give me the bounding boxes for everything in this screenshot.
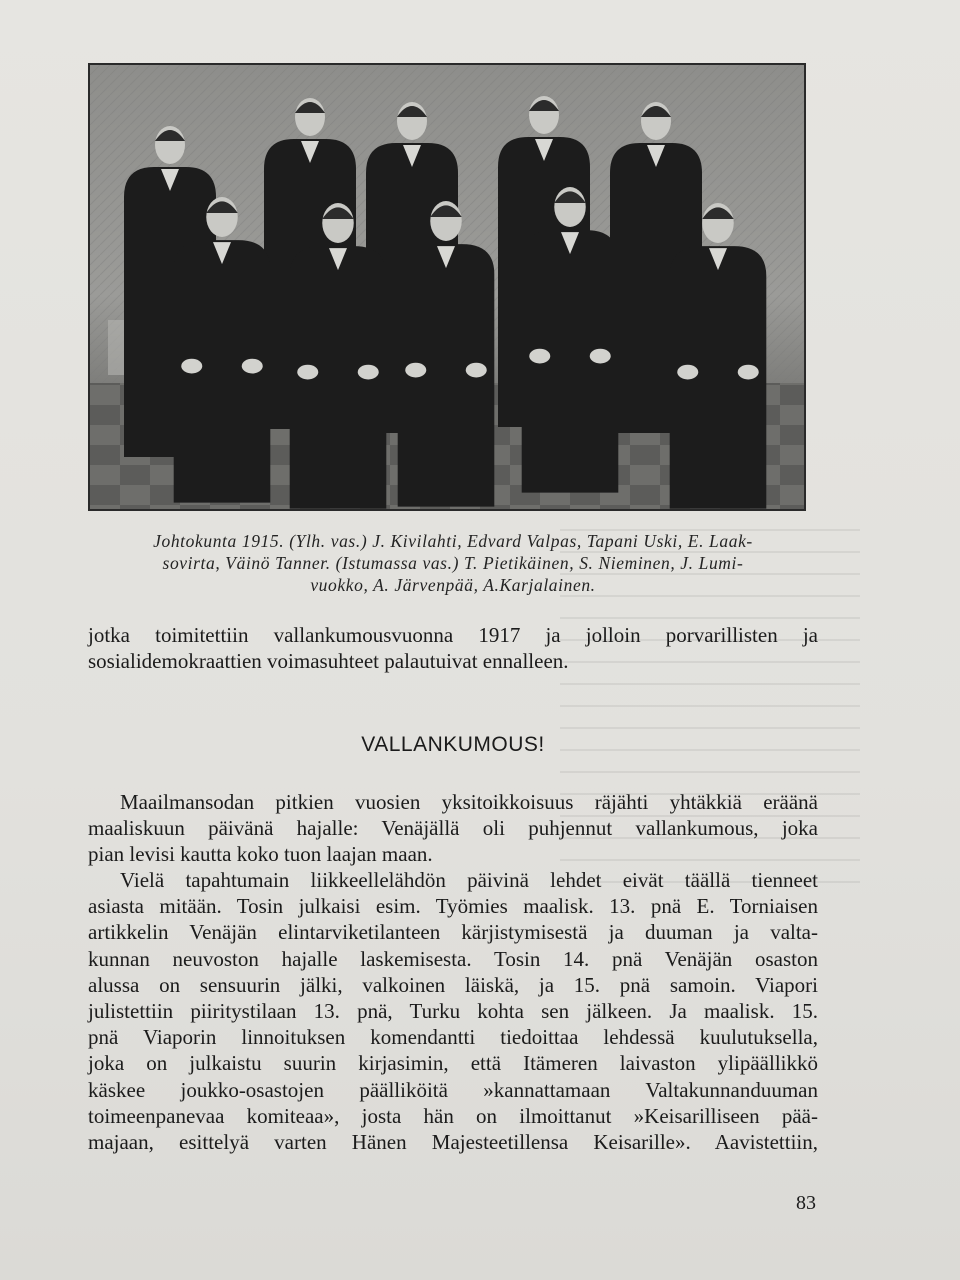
text-line: pnä Viaporin linnoituksen komendantti tiedoittaa lehdessä kuulutuksella, [88, 1025, 818, 1050]
text-line: artikkelin Venäjän elintarviketilanteen kärjistymisestä ja duuman ja valta- [88, 920, 818, 945]
text-line: toimeenpanevaa komiteaa», josta hän on ilmoittanut »Keisarilliseen pää- [88, 1103, 818, 1128]
text-line: asiasta mitään. Tosin julkaisi esim. Työmies maalisk. 13. pnä E. Torniaisen [88, 894, 818, 919]
text-line: alussa on sensuurin jälki, valkoinen läiskä, ja 15. pnä samoin. Viapori [88, 972, 818, 997]
text-line: julistettiin piiritystilaan 13. pnä, Turku kohta sen jälkeen. Ja maalisk. 15. [88, 999, 818, 1024]
caption-line: Johtokunta 1915. (Ylh. vas.) J. Kivilahti, Edvard Valpas, Tapani Uski, E. Laak- [153, 531, 753, 551]
text-line: sosialidemokraattien voimasuhteet palautuivat ennalleen. [88, 649, 569, 674]
page-number: 83 [796, 1192, 816, 1214]
intro-paragraph [88, 622, 818, 674]
text-line: pian levisi kautta koko tuon laajan maan. [88, 842, 433, 867]
caption-line: sovirta, Väinö Tanner. (Istumassa vas.) T. Pietikäinen, S. Nieminen, J. Lumi- [162, 553, 744, 573]
text-line: Vielä tapahtumain liikkeellelähdön päivinä lehdet eivät täällä tienneet [120, 868, 818, 892]
section-heading: VALLANKUMOUS! [361, 733, 545, 756]
text-line: joka on julkaistu suurin kirjasimin, että Itämeren laivaston ylipäällikkö [88, 1051, 818, 1076]
paragraph-2 [88, 867, 818, 1155]
caption-line: vuokko, A. Järvenpää, A.Karjalainen. [310, 575, 596, 595]
text-line: käskee joukko-osastojen päälliköitä »kannattamaan Valtakunnanduuman [88, 1077, 818, 1102]
figure-caption [88, 530, 818, 596]
photograph-image [90, 65, 804, 509]
group-photograph [88, 63, 806, 511]
text-line: maaliskuun päivänä hajalle: Venäjällä oli puhjennut vallankumous, joka [88, 816, 818, 841]
text-line: majaan, esittelyä varten Hänen Majesteetillensa Keisarille». Aavistettiin, [88, 1130, 818, 1155]
text-line: Maailmansodan pitkien vuosien yksitoikkoisuus räjähti yhtäkkiä eräänä [120, 790, 818, 814]
text-line: kunnan neuvoston hajalle laskemisesta. Tosin 14. pnä Venäjän osaston [88, 946, 818, 971]
text-line: jotka toimitettiin vallankumousvuonna 1917 ja jolloin porvarillisten ja [88, 623, 818, 647]
paragraph-1 [88, 789, 818, 868]
